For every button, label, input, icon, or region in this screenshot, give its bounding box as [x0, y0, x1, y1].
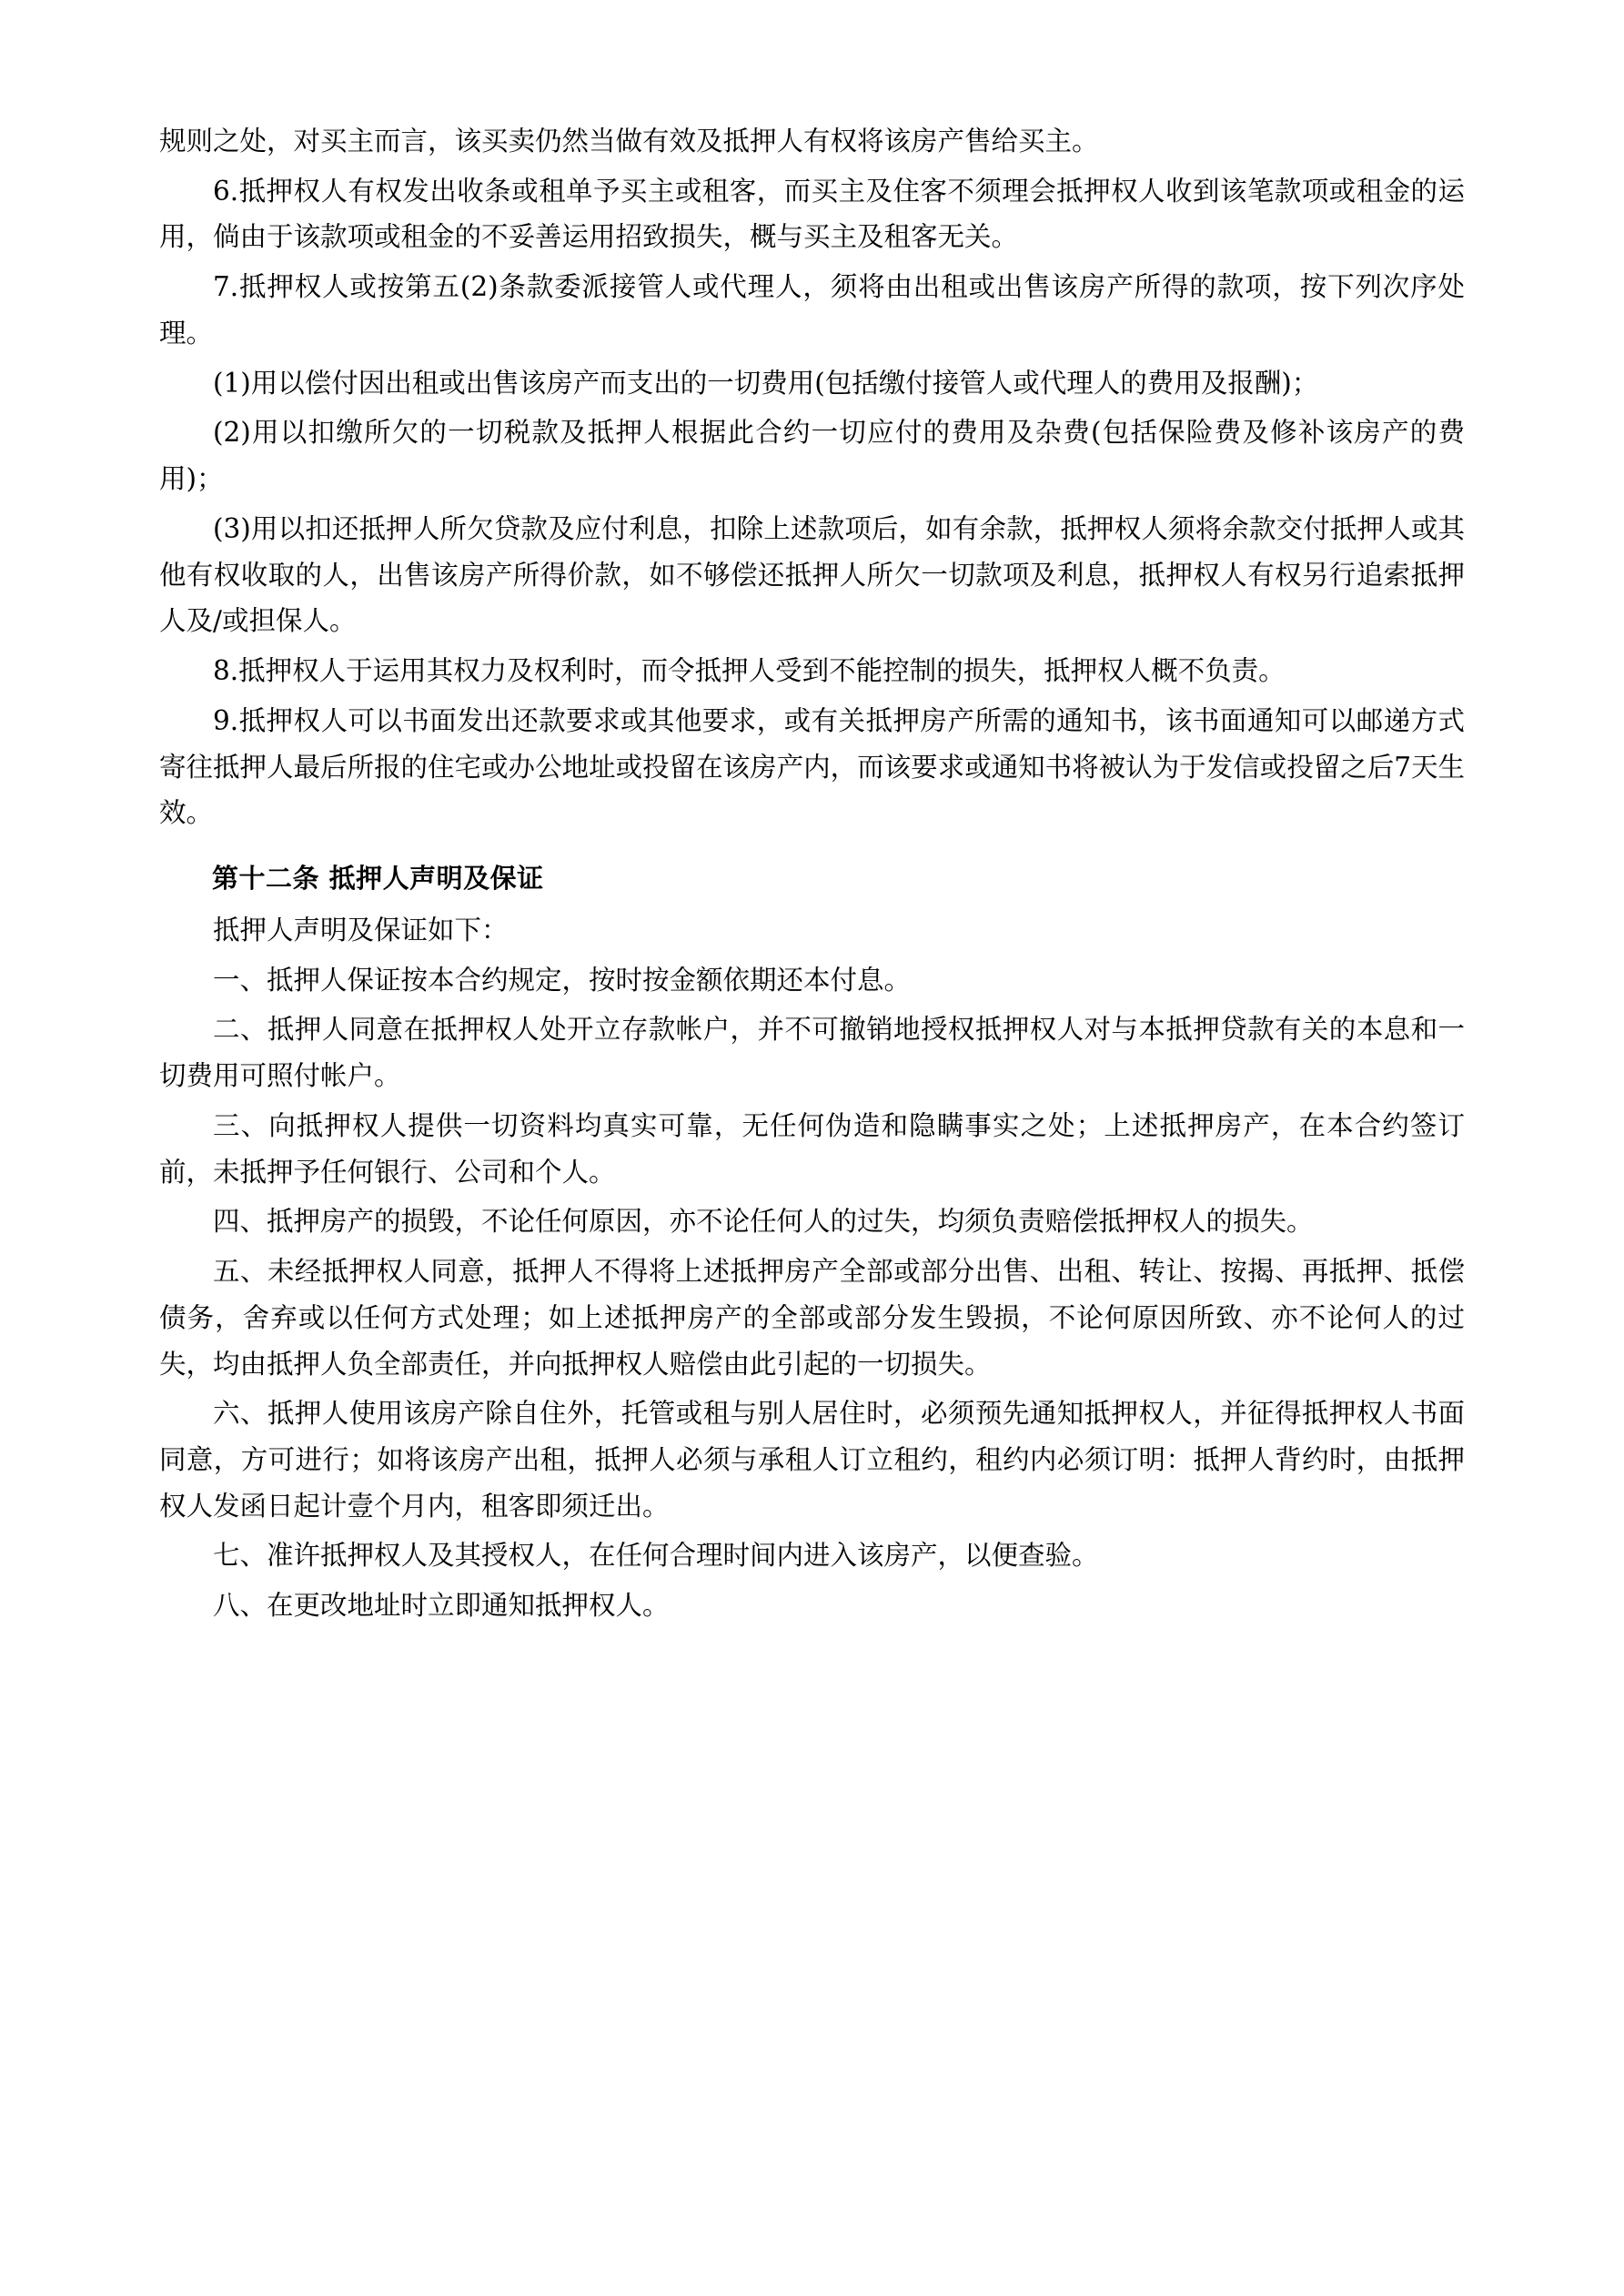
- paragraph-item-9: 9.抵押权人可以书面发出还款要求或其他要求，或有关抵押房产所需的通知书，该书面通知可以邮递方式寄往抵押人最后所报的住宅或办公地址或投留在该房产内，而该要求或通知书将被认为于发信或投留之后7天生效。: [159, 704, 1465, 829]
- paragraph-continued: 规则之处，对买主而言，该买卖仍然当做有效及抵押人有权将该房产售给买主。: [159, 126, 1099, 157]
- paragraph-declaration-4: 四、抵押房产的损毁，不论任何原因，亦不论任何人的过失，均须负责赔偿抵押权人的损失。: [213, 1206, 1314, 1238]
- paragraph-declaration-5: 五、未经抵押权人同意，抵押人不得将上述抵押房产全部或部分出售、出租、转让、按揭、再抵押、抵偿债务，舍弃或以任何方式处理；如上述抵押房产的全部或部分发生毁损，不论何原因所致、亦不论何人的过失，均由抵押人负全部责任，并向抵押权人赔偿由此引起的一切损失。: [159, 1256, 1465, 1380]
- paragraph-item-7-2: (2)用以扣缴所欠的一切税款及抵押人根据此合约一切应付的费用及杂费(包括保险费及修补该房产的费用)；: [159, 417, 1465, 495]
- paragraph-declaration-2: 二、抵押人同意在抵押权人处开立存款帐户，并不可撤销地授权抵押权人对与本抵押贷款有关的本息和一切费用可照付帐户。: [159, 1014, 1465, 1092]
- paragraph-declaration-6: 六、抵押人使用该房产除自住外，托管或租与别人居住时，必须预先通知抵押权人，并征得抵押权人书面同意，方可进行；如将该房产出租，抵押人必须与承租人订立租约，租约内必须订明：抵押人背约时，由抵押权人发函日起计壹个月内，租客即须迁出。: [159, 1398, 1465, 1522]
- document-body: [159, 118, 1465, 1629]
- paragraph-item-8: 8.抵押权人于运用其权力及权利时，而令抵押人受到不能控制的损失，抵押权人概不负责。: [213, 655, 1286, 687]
- paragraph-item-7-1: (1)用以偿付因出租或出售该房产而支出的一切费用(包括缴付接管人或代理人的费用及报酬)；: [213, 367, 1319, 399]
- paragraph-declaration-intro: 抵押人声明及保证如下：: [213, 914, 509, 946]
- paragraph-item-7-3: (3)用以扣还抵押人所欠贷款及应付利息，扣除上述款项后，如有余款，抵押权人须将余款交付抵押人或其他有权收取的人，出售该房产所得价款，如不够偿还抵押人所欠一切款项及利息，抵押权人有权另行追索抵押人及/或担保人。: [159, 512, 1465, 637]
- paragraph-declaration-3: 三、向抵押权人提供一切资料均真实可靠，无任何伪造和隐瞒事实之处；上述抵押房产，在本合约签订前，未抵押予任何银行、公司和个人。: [159, 1109, 1465, 1188]
- paragraph-declaration-1: 一、抵押人保证按本合约规定，按时按金额依期还本付息。: [213, 964, 912, 996]
- paragraph-declaration-8: 八、在更改地址时立即通知抵押权人。: [213, 1590, 670, 1622]
- paragraph-item-7: 7.抵押权人或按第五(2)条款委派接管人或代理人，须将由出租或出售该房产所得的款项，按下列次序处理。: [159, 271, 1465, 349]
- paragraph-item-6: 6.抵押权人有权发出收条或租单予买主或租客，而买主及住客不须理会抵押权人收到该笔款项或租金的运用，倘由于该款项或租金的不妥善运用招致损失，概与买主及租客无关。: [159, 175, 1465, 253]
- paragraph-declaration-7: 七、准许抵押权人及其授权人，在任何合理时间内进入该房产，以便查验。: [213, 1540, 1099, 1572]
- section-heading-article-12: 第十二条 抵押人声明及保证: [212, 863, 544, 895]
